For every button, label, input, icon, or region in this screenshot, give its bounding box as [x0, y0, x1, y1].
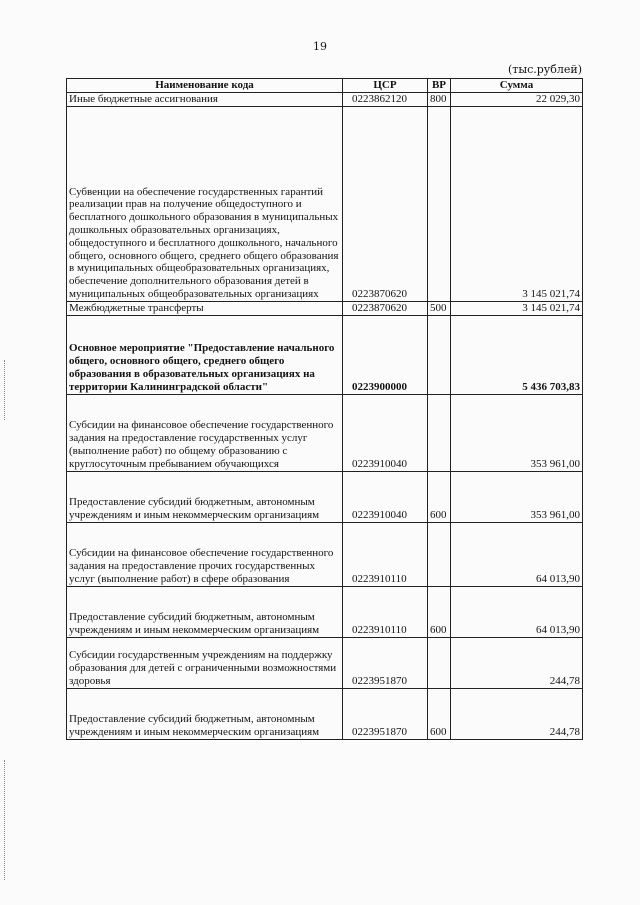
table-row: [67, 471, 583, 522]
cell-sum: 244,78: [451, 637, 583, 688]
cell-name: Субсидии государственным учреждениям на поддержку образования для детей с ограниченными возможностями здоровья: [67, 637, 343, 688]
cell-vr: 600: [428, 586, 451, 637]
table-row: [67, 301, 583, 315]
cell-sum: 244,78: [451, 688, 583, 739]
cell-name: Субвенции на обеспечение государственных гарантий реализации прав на получение общедоступного и бесплатного дошкольного образования в муниципальных дошкольных образовательных организациях, общедоступного и бесплатного дошкольного, начального общего, основного общего, среднего общего образования в муниципальных общеобразовательных организациях, обеспечение дополнительного образования детей в муниципальных общеобразовательных организациях: [67, 106, 343, 301]
cell-name: Субсидии на финансовое обеспечение государственного задания на предоставление государственных услуг (выполнение работ) по общему образованию с круглосуточным пребыванием обучающихся: [67, 394, 343, 471]
cell-sum: 353 961,00: [451, 471, 583, 522]
cell-vr: [428, 394, 451, 471]
table-row: [67, 688, 583, 739]
scan-edge-mark: [4, 760, 5, 880]
page-number: 19: [313, 40, 327, 53]
cell-sum: 353 961,00: [451, 394, 583, 471]
cell-csr: 0223951870: [343, 637, 428, 688]
cell-csr: 0223910040: [343, 394, 428, 471]
cell-csr: 0223862120: [343, 93, 428, 107]
cell-csr: 0223870620: [343, 106, 428, 301]
cell-vr: 600: [428, 471, 451, 522]
table-row: [67, 637, 583, 688]
cell-vr: [428, 106, 451, 301]
cell-csr: 0223910110: [343, 522, 428, 586]
scan-edge-mark: [4, 360, 5, 420]
cell-vr: [428, 315, 451, 394]
cell-vr: 800: [428, 93, 451, 107]
cell-csr: 0223910110: [343, 586, 428, 637]
cell-vr: [428, 637, 451, 688]
header-csr: ЦСР: [343, 79, 428, 93]
cell-csr: 0223900000: [343, 315, 428, 394]
cell-sum: 64 013,90: [451, 522, 583, 586]
cell-csr: 0223870620: [343, 301, 428, 315]
cell-csr: 0223910040: [343, 471, 428, 522]
header-sum: Сумма: [451, 79, 583, 93]
cell-sum: 22 029,30: [451, 93, 583, 107]
cell-name: Предоставление субсидий бюджетным, автономным учреждениям и иным некоммерческим организациям: [67, 688, 343, 739]
table-row: [67, 93, 583, 107]
table-row: [67, 586, 583, 637]
cell-sum: 64 013,90: [451, 586, 583, 637]
cell-sum: 3 145 021,74: [451, 106, 583, 301]
units-label: (тыс.рублей): [507, 63, 582, 76]
cell-name: Межбюджетные трансферты: [67, 301, 343, 315]
table-row: [67, 315, 583, 394]
cell-sum: 5 436 703,83: [451, 315, 583, 394]
cell-name: Субсидии на финансовое обеспечение государственного задания на предоставление прочих государственных услуг (выполнение работ) в сфере образования: [67, 522, 343, 586]
cell-vr: 500: [428, 301, 451, 315]
table-header-row: [67, 79, 583, 93]
cell-sum: 3 145 021,74: [451, 301, 583, 315]
header-vr: ВР: [428, 79, 451, 93]
cell-vr: 600: [428, 688, 451, 739]
budget-table: [66, 78, 583, 740]
cell-name: Иные бюджетные ассигнования: [67, 93, 343, 107]
cell-name: Основное мероприятие "Предоставление начального общего, основного общего, среднего общего образования в образовательных организациях на территории Калининградской области": [67, 315, 343, 394]
table-row: [67, 522, 583, 586]
cell-name: Предоставление субсидий бюджетным, автономным учреждениям и иным некоммерческим организациям: [67, 471, 343, 522]
table-row: [67, 394, 583, 471]
header-name: Наименование кода: [67, 79, 343, 93]
cell-vr: [428, 522, 451, 586]
cell-name: Предоставление субсидий бюджетным, автономным учреждениям и иным некоммерческим организациям: [67, 586, 343, 637]
table-row: [67, 106, 583, 301]
cell-csr: 0223951870: [343, 688, 428, 739]
